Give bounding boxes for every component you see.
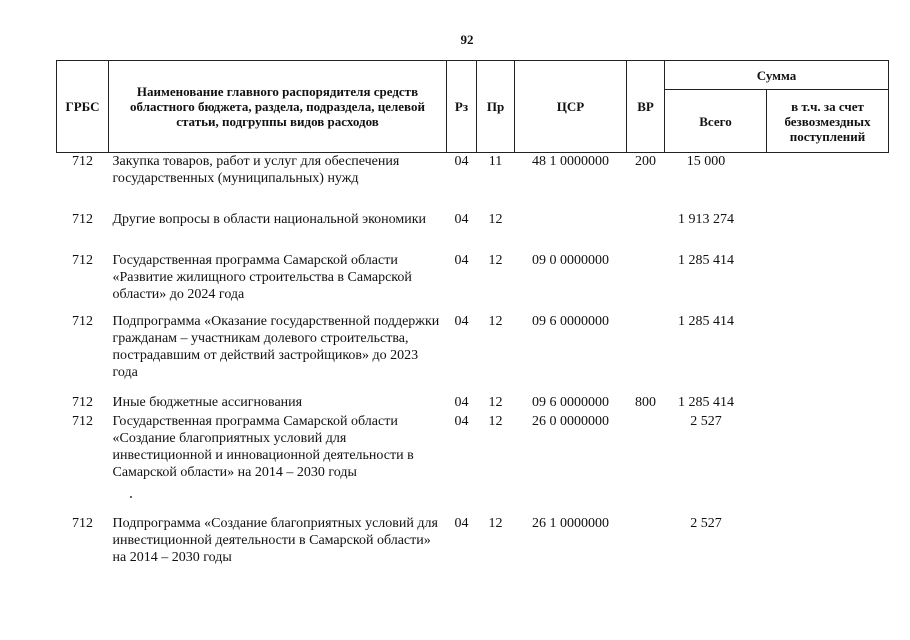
- header-csr: ЦСР: [515, 61, 627, 153]
- cell-grbs: 712: [72, 313, 93, 329]
- cell-rz: 04: [454, 211, 469, 227]
- cell-name: Другие вопросы в области национальной экономики: [112, 211, 427, 227]
- cell-pr: 12: [488, 394, 503, 410]
- cell-vr: [627, 211, 665, 252]
- table-row: [57, 515, 889, 571]
- cell-total: 1 913 274: [678, 211, 734, 227]
- cell-free: [767, 153, 889, 211]
- cell-vr: [627, 252, 665, 313]
- cell-rz: 04: [454, 394, 469, 410]
- cell-pr: 12: [488, 413, 503, 429]
- header-sum: Сумма: [665, 61, 889, 90]
- table-row: [57, 211, 889, 252]
- cell-vr: 800: [635, 394, 656, 410]
- budget-table: [56, 60, 889, 571]
- table-row: [57, 313, 889, 394]
- cell-rz: 04: [454, 413, 469, 429]
- scan-speck: [130, 496, 132, 498]
- header-total: Всего: [665, 90, 767, 153]
- cell-grbs: 712: [72, 211, 93, 227]
- cell-name: Закупка товаров, работ и услуг для обеспечения государственных (муниципальных) нужд: [112, 154, 400, 186]
- cell-pr: 11: [488, 154, 503, 169]
- cell-grbs: 712: [72, 252, 93, 268]
- cell-csr: 09 6 0000000: [532, 394, 609, 410]
- cell-rz: 04: [454, 252, 469, 268]
- cell-name: Государственная программа Самарской области «Создание благоприятных условий для инвестиционной и инновационной деятельности в Самарской области» на 2014 – 2030 годы: [112, 413, 414, 480]
- table-header: [57, 61, 889, 153]
- cell-total: 2 527: [690, 413, 722, 429]
- cell-pr: 12: [488, 313, 503, 329]
- header-rz: Рз: [447, 61, 477, 153]
- table-row: [57, 252, 889, 313]
- cell-csr: [515, 211, 627, 252]
- cell-name: Иные бюджетные ассигнования: [112, 394, 303, 410]
- header-pr: Пр: [477, 61, 515, 153]
- cell-total: 1 285 414: [678, 394, 734, 410]
- cell-vr: [627, 313, 665, 394]
- cell-vr: 200: [635, 154, 656, 169]
- page-number: 92: [460, 32, 474, 47]
- table-row: [57, 413, 889, 515]
- cell-total: 15 000: [686, 154, 726, 169]
- cell-csr: 09 6 0000000: [532, 313, 609, 329]
- cell-free: [767, 252, 889, 313]
- cell-grbs: 712: [72, 394, 93, 410]
- header-free-receipts: в т.ч. за счет безвозмездных поступлений: [767, 90, 889, 153]
- header-grbs: ГРБС: [57, 61, 109, 153]
- cell-pr: 12: [488, 252, 503, 268]
- cell-rz: 04: [454, 154, 469, 169]
- cell-pr: 12: [488, 515, 503, 531]
- header-name: Наименование главного распорядителя средств областного бюджета, раздела, подраздела, целевой статьи, подгруппы видов расходов: [109, 61, 447, 153]
- table-row: [57, 153, 889, 211]
- header-vr: ВР: [627, 61, 665, 153]
- table-body: [57, 153, 889, 571]
- cell-csr: 26 0 0000000: [532, 413, 609, 429]
- table-row: [57, 394, 889, 413]
- cell-grbs: 712: [72, 515, 93, 531]
- cell-total: 1 285 414: [678, 252, 734, 268]
- cell-name: Подпрограмма «Создание благоприятных условий для инвестиционной деятельности в Самарской области» на 2014 – 2030 годы: [112, 515, 438, 565]
- cell-vr: [627, 413, 665, 515]
- cell-free: [767, 211, 889, 252]
- cell-vr: [627, 515, 665, 571]
- cell-free: [767, 394, 889, 413]
- cell-csr: 26 1 0000000: [532, 515, 609, 531]
- cell-rz: 04: [454, 313, 469, 329]
- cell-free: [767, 515, 889, 571]
- cell-total: 2 527: [690, 515, 722, 531]
- cell-pr: 12: [488, 211, 503, 227]
- cell-csr: 09 0 0000000: [532, 252, 609, 268]
- cell-total: 1 285 414: [678, 313, 734, 329]
- cell-name: Государственная программа Самарской области «Развитие жилищного строительства в Самарской области» до 2024 года: [112, 252, 412, 302]
- cell-free: [767, 413, 889, 515]
- cell-grbs: 712: [72, 154, 93, 169]
- cell-csr: 48 1 0000000: [532, 154, 609, 169]
- cell-grbs: 712: [72, 413, 93, 429]
- cell-free: [767, 313, 889, 394]
- cell-rz: 04: [454, 515, 469, 531]
- cell-name: Подпрограмма «Оказание государственной поддержки гражданам – участникам долевого строительства, пострадавшим от действий застройщиков» до 2023 года: [112, 313, 440, 380]
